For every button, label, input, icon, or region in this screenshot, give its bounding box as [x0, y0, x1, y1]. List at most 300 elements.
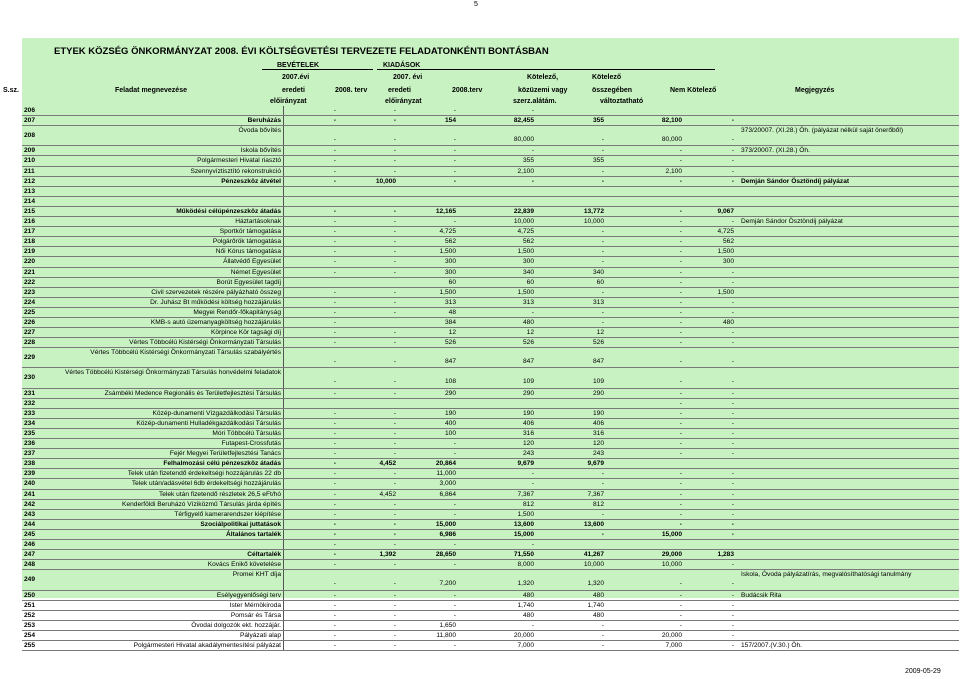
value-cell: -	[393, 288, 396, 296]
value-cell: -	[333, 117, 336, 125]
value-cell: -	[393, 591, 396, 599]
task-name: Pályázati alap	[52, 631, 284, 640]
header-col3-line3: előirányzat	[385, 98, 422, 105]
value-cell: 60	[596, 278, 604, 286]
table-row	[22, 237, 959, 247]
task-name: Állatvédő Egyesület	[52, 257, 284, 266]
note-cell	[737, 439, 960, 448]
header-col3-line1: 2007. évi	[393, 74, 423, 81]
value-cell: -	[333, 440, 336, 448]
value-cell: -	[679, 520, 682, 528]
value-cell: -	[601, 641, 604, 649]
value-cell: -	[453, 147, 456, 155]
value-cell: 7,367	[587, 490, 604, 498]
value-cell: 316	[592, 430, 604, 437]
task-name: Esélyegyenlőségi terv	[52, 591, 284, 600]
value-cell: -	[453, 167, 456, 175]
value-cell: -	[393, 561, 396, 569]
value-cell: 82,455	[513, 117, 534, 125]
task-name: Borút Egyesület tagdíj	[52, 278, 284, 287]
row-number: 235	[24, 430, 36, 437]
value-cell: 82,100	[661, 117, 682, 125]
value-cell: -	[393, 580, 396, 588]
row-number: 250	[24, 591, 36, 599]
value-cell: -	[393, 358, 396, 366]
task-name: Iskola bővítés	[52, 146, 284, 155]
value-cell: -	[393, 510, 396, 518]
value-cell: 20,000	[661, 631, 682, 639]
value-cell	[459, 399, 537, 408]
row-number: 238	[24, 460, 36, 468]
value-cell: -	[679, 278, 682, 286]
value-cell: -	[731, 389, 734, 397]
row-number: 223	[24, 288, 36, 296]
value-cell: 28,650	[435, 551, 456, 559]
table-row	[22, 510, 959, 520]
value-cell: -	[453, 107, 456, 114]
row-number: 234	[24, 419, 36, 427]
row-number: 242	[24, 500, 36, 508]
note-cell	[737, 490, 960, 499]
value-cell: 1,500	[439, 248, 456, 256]
value-cell	[537, 187, 607, 196]
row-number: 251	[24, 601, 36, 609]
value-cell: 4,725	[717, 228, 734, 236]
task-name: Működési célúpénzeszköz átadás	[52, 207, 284, 216]
row-number: 237	[24, 450, 36, 458]
value-cell: -	[393, 631, 396, 639]
value-cell: 526	[522, 339, 534, 347]
value-cell: -	[731, 339, 734, 347]
value-cell: -	[731, 278, 734, 286]
value-cell: 812	[592, 500, 604, 508]
task-name: Vértes Többcélú Kistérségi Önkormányzati Társulás	[52, 338, 284, 347]
value-cell: -	[731, 450, 734, 458]
value-cell: -	[393, 450, 396, 458]
header-col7: Nem Kötelező	[670, 87, 717, 94]
note-cell	[737, 308, 960, 317]
value-cell: -	[333, 329, 336, 337]
task-name: Német Egyesület	[52, 268, 284, 277]
row-number: 212	[24, 177, 36, 185]
value-cell	[685, 197, 737, 206]
value-cell: -	[333, 561, 336, 569]
data-table	[22, 106, 959, 651]
value-cell: 340	[592, 268, 604, 276]
row-number: 244	[24, 520, 36, 528]
value-cell: -	[333, 339, 336, 347]
value-cell: -	[731, 409, 734, 417]
task-name: Szennyvíztisztító rekonstrukció	[52, 167, 284, 176]
table-row	[22, 419, 959, 429]
value-cell: 80,000	[513, 136, 534, 144]
value-cell: 847	[522, 358, 534, 366]
row-number: 206	[24, 107, 36, 114]
value-cell	[537, 197, 607, 206]
value-cell: -	[333, 641, 336, 649]
table-row	[22, 449, 959, 459]
note-cell	[737, 449, 960, 458]
value-cell: 1,500	[439, 288, 456, 296]
task-name	[52, 106, 284, 115]
value-cell: 15,000	[661, 530, 682, 538]
row-number: 230	[24, 374, 36, 382]
table-row	[22, 641, 959, 651]
table-row	[22, 550, 959, 560]
value-cell: -	[679, 238, 682, 246]
value-cell: 290	[592, 389, 604, 397]
header-col5-line2: közüzemi vagy	[518, 87, 568, 94]
task-name: Céltartalék	[52, 550, 284, 559]
value-cell: -	[393, 228, 396, 236]
value-cell: -	[679, 419, 682, 427]
value-cell: 313	[444, 298, 456, 306]
value-cell: 100	[444, 430, 456, 437]
value-cell: 13,600	[583, 520, 604, 528]
row-number: 209	[24, 147, 36, 155]
row-number: 219	[24, 248, 36, 256]
note-cell	[737, 278, 960, 287]
value-cell: -	[679, 591, 682, 599]
value-cell: -	[731, 520, 734, 528]
value-cell: -	[393, 308, 396, 316]
value-cell: -	[393, 238, 396, 246]
value-cell: 526	[444, 339, 456, 347]
value-cell: -	[333, 157, 336, 165]
value-cell: -	[731, 157, 734, 165]
value-cell: -	[333, 430, 336, 437]
value-cell: 4,725	[517, 228, 534, 236]
value-cell: -	[333, 480, 336, 488]
value-cell: -	[731, 329, 734, 337]
note-cell	[737, 399, 960, 408]
value-cell: 480	[522, 611, 534, 619]
value-cell: 4,452	[379, 490, 396, 498]
table-row	[22, 187, 959, 197]
task-name: Sportkör támogatása	[52, 227, 284, 236]
value-cell: -	[333, 460, 336, 468]
value-cell: 1,283	[717, 551, 734, 559]
value-cell: -	[679, 157, 682, 165]
value-cell: -	[333, 631, 336, 639]
header-col5-line1: Kötelező,	[527, 74, 559, 81]
value-cell: -	[393, 409, 396, 417]
header-col5-line3: szerz.alátám.	[513, 98, 557, 105]
value-cell: 20,000	[513, 631, 534, 639]
task-name: Telek után fizetendő részletek 26,5 eFt/hó	[52, 490, 284, 499]
value-cell: -	[333, 268, 336, 276]
note-cell	[737, 338, 960, 347]
value-cell: 243	[522, 450, 534, 458]
value-cell: -	[333, 541, 336, 549]
value-cell: -	[333, 530, 336, 538]
value-cell: -	[679, 430, 682, 437]
task-name	[52, 399, 284, 408]
value-cell: 60	[448, 278, 456, 286]
value-cell: 290	[522, 389, 534, 397]
task-name: Közép-dunamenti Hulladékgazdálkodási Társulás	[52, 419, 284, 428]
value-cell: -	[601, 136, 604, 144]
value-cell: -	[393, 430, 396, 437]
table-row	[22, 146, 959, 156]
value-cell: 7,000	[665, 641, 682, 649]
note-cell: Demján Sándor Ösztöndíj pályázat	[741, 177, 850, 185]
row-number: 222	[24, 278, 36, 286]
value-cell: -	[393, 440, 396, 448]
value-cell	[399, 399, 459, 408]
value-cell	[339, 187, 399, 196]
value-cell: -	[679, 580, 682, 588]
row-number: 254	[24, 631, 36, 639]
note-cell	[737, 237, 960, 246]
task-name: Vértes Többcélú Kistérségi Önkormányzati Társulás honvédelmi feladatok	[52, 368, 284, 387]
value-cell: 4,452	[379, 460, 396, 468]
value-cell: -	[333, 500, 336, 508]
header-col1-line1: 2007.évi	[282, 74, 310, 81]
task-name	[52, 187, 284, 196]
value-cell: 6,986	[439, 530, 456, 538]
value-cell: -	[393, 641, 396, 649]
value-cell: -	[679, 288, 682, 296]
table-row	[22, 227, 959, 237]
value-cell: -	[333, 510, 336, 518]
table-row	[22, 257, 959, 267]
value-cell: 300	[444, 258, 456, 266]
value-cell: -	[731, 631, 734, 639]
value-cell: -	[333, 308, 336, 316]
header-col6-line1: Kötelező	[592, 74, 622, 81]
value-cell: 11,800	[436, 631, 456, 639]
value-cell: -	[601, 308, 604, 316]
note-cell	[737, 197, 960, 206]
value-cell: -	[731, 591, 734, 599]
value-cell: -	[731, 147, 734, 155]
row-number: 255	[24, 641, 36, 649]
value-cell: -	[393, 157, 396, 165]
value-cell: -	[531, 480, 534, 488]
value-cell	[607, 106, 685, 115]
value-cell	[339, 197, 399, 206]
value-cell: 847	[592, 358, 604, 366]
value-cell: -	[679, 399, 682, 407]
value-cell: -	[679, 621, 682, 629]
row-number: 210	[24, 157, 36, 165]
table-row	[22, 439, 959, 449]
value-cell: -	[731, 378, 734, 386]
value-cell: -	[679, 480, 682, 488]
value-cell: -	[731, 177, 734, 185]
value-cell: -	[393, 601, 396, 609]
value-cell: -	[393, 419, 396, 427]
value-cell	[607, 197, 685, 206]
table-row	[22, 156, 959, 166]
value-cell: -	[679, 409, 682, 417]
value-cell	[685, 459, 737, 468]
value-cell: 313	[592, 298, 604, 306]
value-cell: 12,165	[435, 207, 456, 215]
value-cell: 108	[444, 378, 456, 386]
value-cell: 316	[522, 430, 534, 437]
task-name: Pomsár és Társa	[52, 611, 284, 620]
value-cell: -	[393, 339, 396, 347]
row-number: 231	[24, 389, 36, 397]
value-cell: 1,392	[379, 551, 396, 559]
value-cell: -	[453, 450, 456, 458]
task-name: Telek után fizetendő érdekeltségi hozzájárulás 22 db	[52, 469, 284, 478]
value-cell: -	[679, 228, 682, 236]
value-cell: -	[679, 490, 682, 498]
table-row	[22, 389, 959, 399]
value-cell	[284, 187, 339, 196]
value-cell: 10,000	[513, 218, 534, 226]
row-number: 217	[24, 228, 36, 236]
value-cell: -	[393, 117, 396, 125]
note-cell	[737, 247, 960, 256]
value-cell: -	[333, 389, 336, 397]
value-cell	[459, 187, 537, 196]
row-number: 218	[24, 238, 36, 246]
value-cell: -	[731, 621, 734, 629]
note-cell	[737, 469, 960, 478]
header-col4: 2008.terv	[452, 87, 483, 94]
value-cell	[399, 187, 459, 196]
value-cell	[339, 278, 399, 287]
value-cell: -	[731, 611, 734, 619]
value-cell: -	[393, 541, 396, 549]
task-name: Fejér Megyei Területfejlesztési Tanács	[52, 449, 284, 458]
value-cell: 3,000	[439, 480, 456, 488]
value-cell: -	[731, 419, 734, 427]
note-cell	[737, 520, 960, 529]
value-cell: -	[679, 450, 682, 458]
value-cell: 10,000	[661, 561, 682, 569]
task-name: Civil szervezetek részére pályázható összeg	[52, 288, 284, 297]
value-cell: 190	[522, 409, 534, 417]
value-cell: -	[679, 298, 682, 306]
value-cell: -	[453, 136, 456, 144]
value-cell: -	[333, 419, 336, 427]
value-cell: -	[531, 308, 534, 316]
note-cell	[737, 389, 960, 398]
task-name: Kenderföldi Beruházó Víziközmű Társulás járda építés	[52, 500, 284, 509]
value-cell: -	[601, 147, 604, 155]
value-cell: -	[393, 147, 396, 155]
value-cell: 9,679	[517, 460, 534, 468]
header-col6-line3: változtatható	[600, 98, 644, 105]
value-cell: 120	[592, 440, 604, 448]
task-name: Megyei Rendőr-főkapitányság	[52, 308, 284, 317]
value-cell: 13,600	[513, 520, 534, 528]
task-name: Zsámbéki Medence Regionális és Területfejlesztési Társulás	[52, 389, 284, 398]
note-cell	[737, 106, 960, 115]
row-number: 233	[24, 409, 36, 417]
row-number: 228	[24, 339, 36, 347]
value-cell: -	[731, 308, 734, 316]
value-cell: -	[393, 329, 396, 337]
row-number: 227	[24, 329, 36, 337]
value-cell: 480	[522, 591, 534, 599]
value-cell: 355	[592, 157, 604, 165]
note-cell	[737, 510, 960, 519]
table-row	[22, 479, 959, 489]
value-cell: -	[333, 218, 336, 226]
value-cell: -	[333, 228, 336, 236]
value-cell: -	[333, 450, 336, 458]
table-row	[22, 126, 959, 146]
value-cell: 7,200	[439, 580, 456, 588]
value-cell: -	[601, 530, 604, 538]
value-cell: -	[453, 157, 456, 165]
value-cell: 562	[522, 238, 534, 246]
value-cell: 22,839	[513, 207, 534, 215]
value-cell: -	[333, 580, 336, 588]
value-cell: -	[453, 510, 456, 518]
value-cell: -	[679, 218, 682, 226]
table-row	[22, 278, 959, 288]
note-cell: 373/20007. (XI.28.) Öh.	[741, 147, 810, 155]
value-cell: -	[333, 611, 336, 619]
table-row	[22, 399, 959, 409]
task-name	[52, 540, 284, 549]
value-cell: -	[393, 136, 396, 144]
row-number: 249	[24, 576, 36, 584]
value-cell: -	[393, 207, 396, 215]
row-number: 220	[24, 258, 36, 266]
value-cell: -	[679, 147, 682, 155]
value-cell: -	[731, 298, 734, 306]
value-cell: 109	[522, 378, 534, 386]
row-number: 216	[24, 218, 36, 226]
value-cell: -	[731, 470, 734, 478]
value-cell: -	[393, 480, 396, 488]
value-cell: -	[731, 399, 734, 407]
note-cell	[737, 459, 960, 468]
value-cell: -	[679, 358, 682, 366]
value-cell: 10,000	[375, 177, 396, 185]
value-cell: -	[679, 248, 682, 256]
value-cell: -	[679, 510, 682, 518]
note-cell	[737, 611, 960, 620]
value-cell: 12	[448, 329, 456, 337]
header-col6-line2: összegében	[592, 87, 633, 94]
note-cell: 373/20007. (XI.28.) Öh. (pályázat nélkül saját önerőből)	[741, 127, 904, 135]
value-cell: 1,500	[517, 288, 534, 296]
value-cell: -	[333, 167, 336, 175]
note-cell	[737, 409, 960, 418]
value-cell: -	[333, 207, 336, 215]
task-name: Általános tartalék	[52, 530, 284, 539]
value-cell: 2,100	[665, 167, 682, 175]
row-number: 245	[24, 530, 36, 538]
value-cell: -	[731, 218, 734, 226]
value-cell: 11,000	[436, 470, 456, 478]
value-cell: 526	[592, 339, 604, 347]
header-ssz: S.sz.	[3, 87, 19, 94]
table-row	[22, 611, 959, 621]
value-cell: -	[731, 561, 734, 569]
value-cell: 384	[444, 318, 456, 326]
note-cell	[737, 500, 960, 509]
row-number: 215	[24, 207, 36, 215]
value-cell: 12	[526, 329, 534, 337]
table-row	[22, 288, 959, 298]
value-cell: -	[679, 318, 682, 326]
value-cell: -	[531, 147, 534, 155]
task-name: Óvoda bővítés	[52, 126, 284, 145]
value-cell: 8,000	[517, 561, 534, 569]
value-cell: 406	[592, 419, 604, 427]
value-cell: 1,650	[439, 621, 456, 629]
